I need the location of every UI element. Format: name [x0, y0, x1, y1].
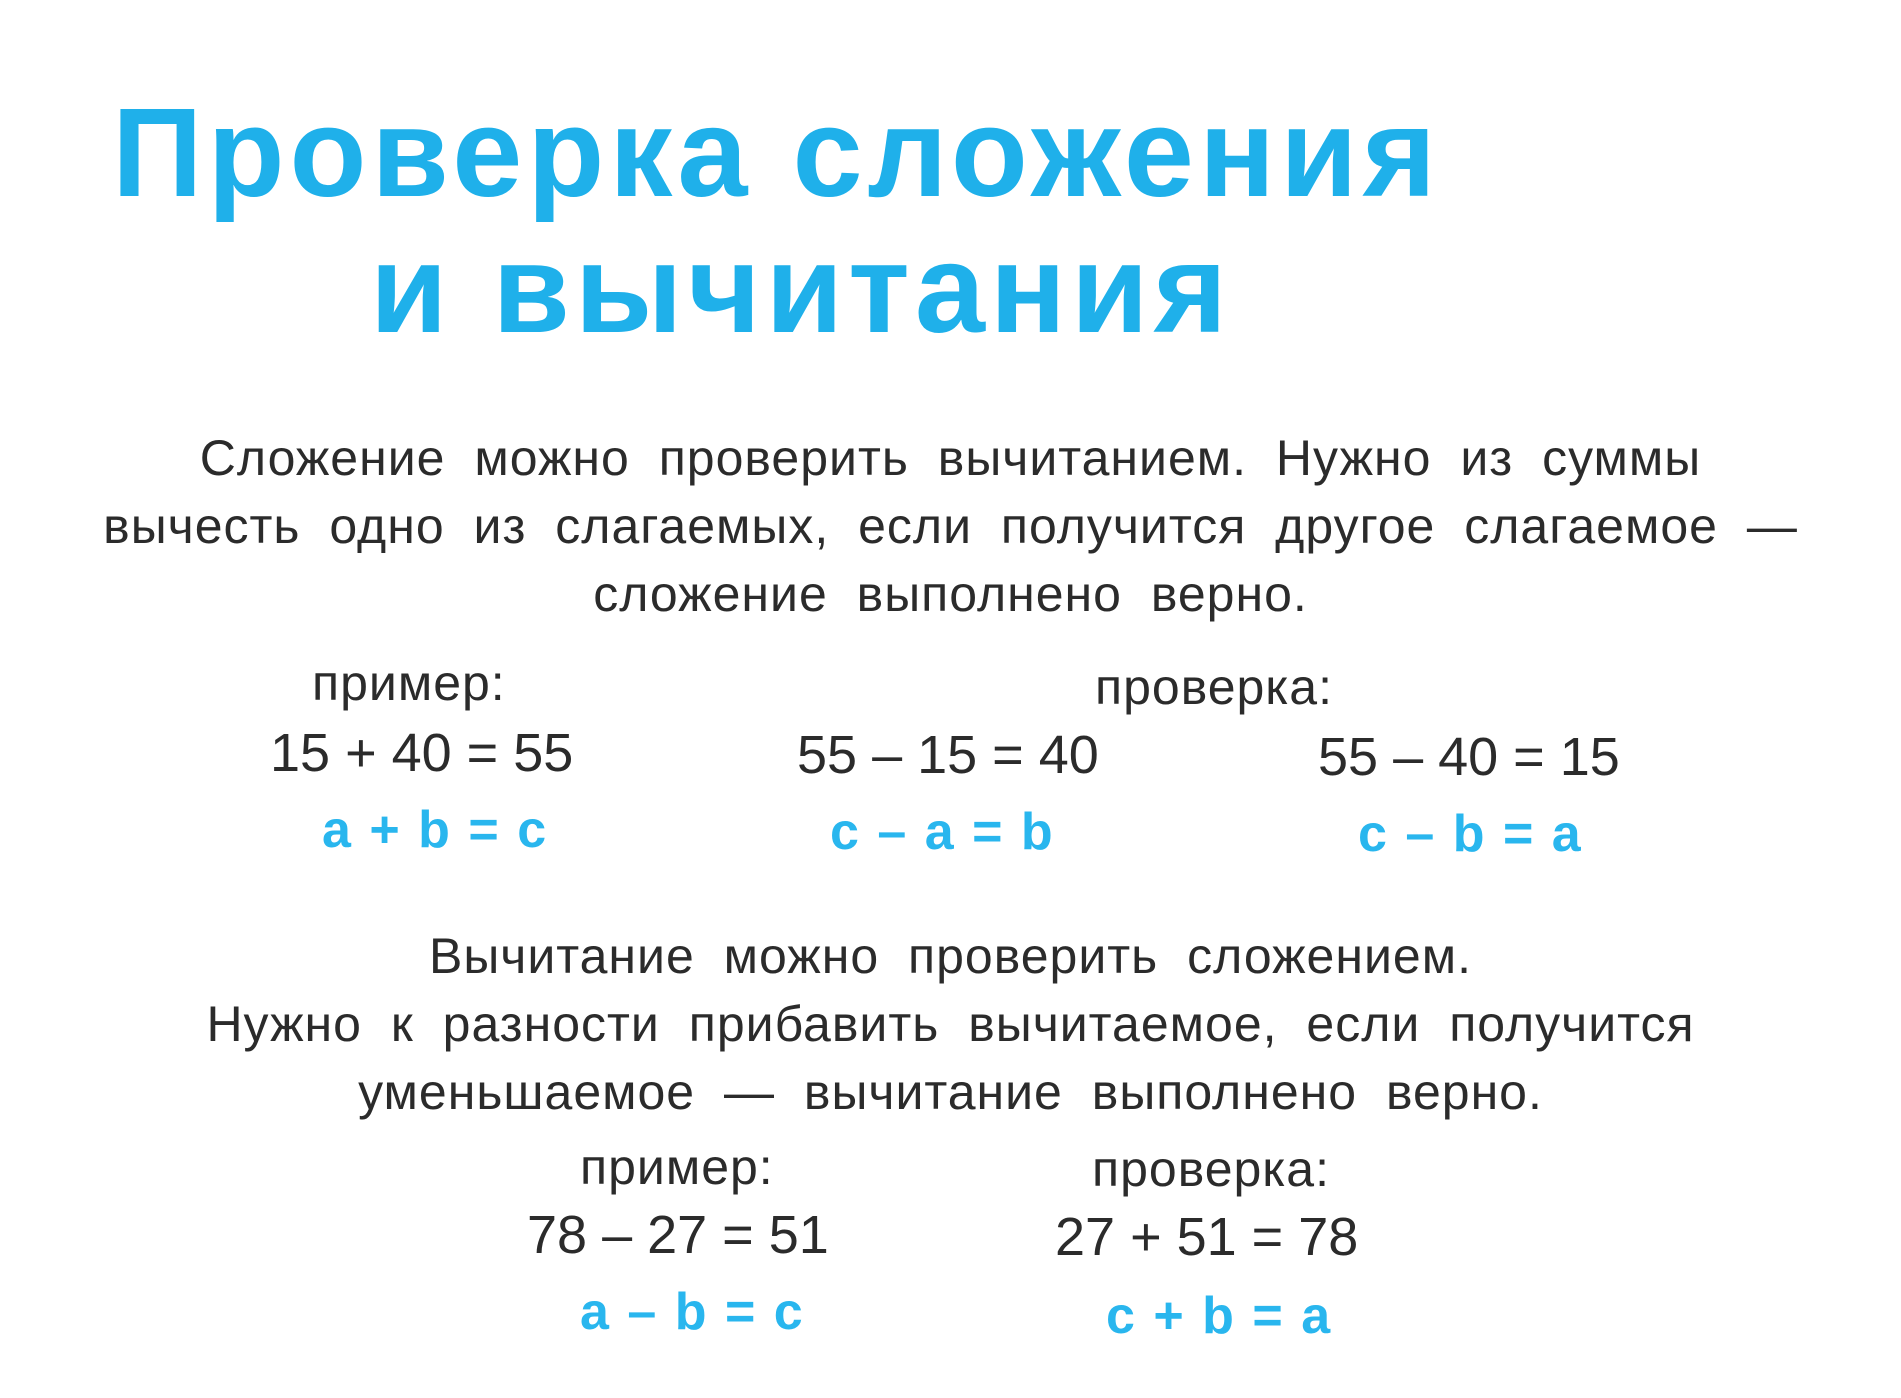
page-title-line-2: и вычитания: [370, 218, 1233, 359]
subtraction-rule-line-2: Нужно к разности прибавить вычитаемое, если получится: [206, 996, 1695, 1052]
addition-example-formula: a + b = c: [322, 801, 549, 859]
addition-rule-line-1: Сложение можно проверить вычитанием. Нужно из суммы: [199, 430, 1702, 486]
addition-example-label: пример:: [312, 655, 506, 711]
addition-example-equation: 15 + 40 = 55: [270, 723, 574, 783]
addition-rule-text: [0, 424, 1901, 628]
addition-check-equation-1: 55 – 15 = 40: [797, 725, 1099, 785]
subtraction-rule-line-1: Вычитание можно проверить сложением.: [429, 928, 1472, 984]
subtraction-example-formula: a – b = c: [580, 1283, 805, 1341]
subtraction-check-label: проверка:: [1092, 1141, 1330, 1197]
subtraction-rule-line-3: уменьшаемое — вычитание выполнено верно.: [358, 1064, 1543, 1120]
subtraction-rule-text: [0, 922, 1901, 1126]
addition-rule-line-3: сложение выполнено верно.: [593, 566, 1308, 622]
addition-check-equation-2: 55 – 40 = 15: [1318, 727, 1620, 787]
addition-check-formula-2: c – b = a: [1358, 805, 1583, 863]
subtraction-check-formula: c + b = a: [1106, 1287, 1333, 1345]
addition-check-formula-1: c – a = b: [830, 803, 1055, 861]
subtraction-check-equation: 27 + 51 = 78: [1055, 1207, 1359, 1267]
addition-rule-line-2: вычесть одно из слагаемых, если получится другое слагаемое —: [103, 498, 1798, 554]
subtraction-example-label: пример:: [580, 1139, 774, 1195]
page-title-line-1: Проверка сложения: [112, 82, 1442, 223]
subtraction-example-equation: 78 – 27 = 51: [527, 1205, 829, 1265]
addition-check-label: проверка:: [1095, 659, 1333, 715]
